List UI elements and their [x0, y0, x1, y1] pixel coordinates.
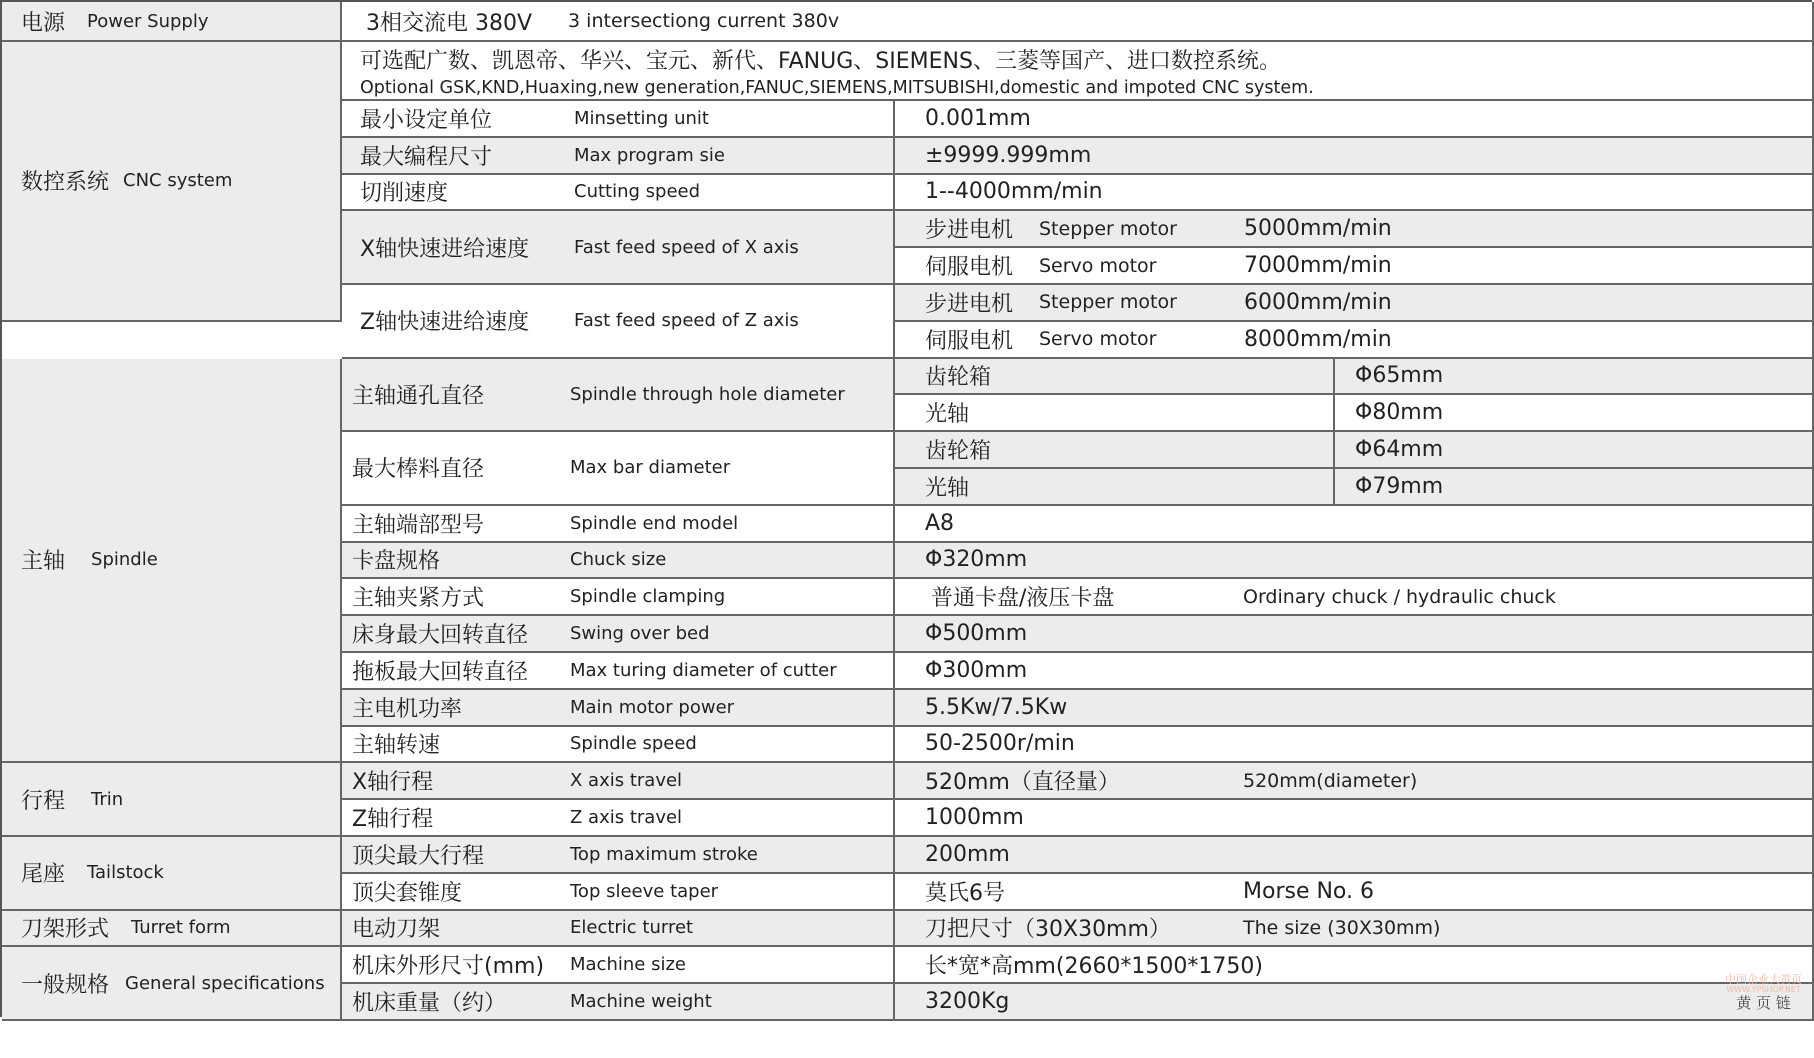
spindle-speed-en: Spindle speed: [570, 733, 697, 755]
bar-gear-value-cell: [1335, 432, 1814, 469]
tailstock-label-zh: 尾座: [21, 862, 66, 888]
z-stepper-value: 6000mm/min: [1244, 289, 1392, 315]
z-travel-zh: Z轴行程: [352, 807, 434, 833]
swing-bed-value-cell: [895, 616, 1814, 653]
machine-size-name: [342, 947, 895, 984]
x-travel-value: 520mm（直径量）: [925, 770, 1120, 796]
sleeve-taper-name: [342, 874, 895, 911]
x-travel-note: 520mm(diameter): [1243, 769, 1418, 792]
hole-shaft-label-cell: [895, 395, 1335, 432]
bar-shaft-label-cell: [895, 469, 1335, 506]
max-program-zh: 最大编程尺寸: [360, 144, 493, 170]
motor-power-name: [342, 690, 895, 727]
power-label-zh: 电源: [21, 10, 66, 36]
top-stroke-en: Top maximum stroke: [570, 843, 758, 865]
hole-shaft-value: Φ80mm: [1355, 400, 1444, 426]
x-travel-value-cell: [895, 763, 1814, 800]
travel-label-en: Trin: [91, 788, 124, 810]
swing-bed-zh: 床身最大回转直径: [352, 623, 529, 649]
watermark-line2: WWW.YPSHOP.NET: [1726, 984, 1801, 994]
cnc-label-en: CNC system: [123, 170, 233, 192]
cutting-speed-zh: 切削速度: [360, 181, 449, 207]
spindle-end-value-cell: [895, 506, 1814, 543]
general-label-zh: 一般规格: [21, 972, 110, 998]
min-unit-value-cell: [895, 101, 1814, 138]
cutting-speed-value: 1--4000mm/min: [925, 179, 1103, 205]
x-servo-en: Servo motor: [1039, 254, 1157, 277]
machine-weight-name: [342, 984, 895, 1021]
hole-diameter-en: Spindle through hole diameter: [570, 383, 845, 405]
x-travel-en: X axis travel: [570, 770, 683, 792]
watermark-line1: 中国企业大黄页: [1725, 972, 1802, 986]
swing-bed-value: Φ500mm: [925, 621, 1028, 647]
top-stroke-value: 200mm: [925, 841, 1010, 867]
top-stroke-value-cell: [895, 837, 1814, 874]
cutting-speed-en: Cutting speed: [574, 181, 701, 203]
z-servo-cell: [895, 322, 1814, 359]
machine-weight-zh: 机床重量（约）: [352, 991, 507, 1017]
z-travel-name: [342, 800, 895, 837]
machine-weight-value: 3200Kg: [925, 989, 1010, 1015]
watermark-logo: [1725, 974, 1802, 1011]
sleeve-taper-value: 莫氏6号: [925, 880, 1005, 906]
clamping-value-cell: [895, 579, 1814, 616]
hole-gear-value-cell: [1335, 359, 1814, 396]
turret-label-en: Turret form: [131, 917, 231, 939]
table-bottom-spacer: [2, 1021, 1814, 1058]
power-value: 3相交流电 380V: [366, 10, 533, 36]
watermark-line3: 黄 页 链: [1736, 993, 1791, 1012]
cnc-category: [2, 42, 342, 322]
spindle-speed-value-cell: [895, 727, 1814, 764]
spindle-end-name: [342, 506, 895, 543]
min-unit-name: [342, 101, 895, 138]
bar-gear-value: Φ64mm: [1355, 437, 1444, 463]
spindle-label-en: Spindle: [91, 549, 158, 571]
hole-gear-label: 齿轮箱: [925, 365, 992, 391]
cutter-diameter-value-cell: [895, 653, 1814, 690]
hole-shaft-value-cell: [1335, 395, 1814, 432]
hole-shaft-label: 光轴: [925, 402, 970, 428]
hole-diameter-name: [342, 359, 895, 433]
turret-value: 刀把尺寸（30X30mm）: [925, 917, 1171, 943]
sleeve-taper-note: Morse No. 6: [1243, 878, 1374, 904]
motor-power-value-cell: [895, 690, 1814, 727]
tailstock-label-en: Tailstock: [87, 862, 164, 884]
bar-gear-label: 齿轮箱: [925, 439, 992, 465]
general-category: [2, 947, 342, 1021]
z-fast-feed-en: Fast feed speed of Z axis: [574, 310, 799, 332]
z-servo-en: Servo motor: [1039, 328, 1157, 351]
clamping-value-zh: 普通卡盘/液压卡盘: [931, 586, 1115, 612]
chuck-size-value: Φ320mm: [925, 547, 1028, 573]
spindle-end-value: A8: [925, 510, 955, 536]
x-travel-zh: X轴行程: [352, 770, 434, 796]
x-fast-feed-zh: X轴快速进给速度: [360, 236, 530, 262]
z-travel-value-cell: [895, 800, 1814, 837]
z-stepper-zh: 步进电机: [925, 291, 1014, 317]
power-value-cell: [342, 2, 1814, 42]
travel-label-zh: 行程: [21, 788, 66, 814]
bar-gear-label-cell: [895, 432, 1335, 469]
machine-size-value: 长*宽*高mm(2660*1500*1750): [925, 954, 1263, 980]
hole-diameter-zh: 主轴通孔直径: [352, 383, 485, 409]
power-category: [2, 2, 342, 42]
spindle-end-en: Spindle end model: [570, 512, 739, 534]
top-stroke-name: [342, 837, 895, 874]
max-program-name: [342, 138, 895, 175]
cnc-label-zh: 数控系统: [21, 170, 110, 196]
turret-note: The size (30X30mm): [1243, 916, 1441, 939]
cnc-options-cell: [342, 42, 1814, 101]
min-unit-value: 0.001mm: [925, 105, 1031, 131]
clamping-value-en: Ordinary chuck / hydraulic chuck: [1243, 585, 1556, 608]
clamping-name: [342, 579, 895, 616]
bar-shaft-value-cell: [1335, 469, 1814, 506]
power-note: 3 intersectiong current 380v: [568, 10, 840, 32]
turret-value-cell: [895, 911, 1814, 948]
top-stroke-zh: 顶尖最大行程: [352, 843, 485, 869]
x-fast-feed-en: Fast feed speed of X axis: [574, 236, 799, 258]
hole-gear-value: Φ65mm: [1355, 363, 1444, 389]
x-servo-value: 7000mm/min: [1244, 253, 1392, 279]
max-program-value: ±9999.999mm: [925, 142, 1092, 168]
travel-category: [2, 763, 342, 837]
sleeve-taper-zh: 顶尖套锥度: [352, 880, 463, 906]
cutting-speed-value-cell: [895, 175, 1814, 212]
cnc-options-zh: 可选配广数、凯恩帝、华兴、宝元、新代、FANUG、SIEMENS、三菱等国产、进口数控系统。: [360, 48, 1281, 74]
turret-label-zh: 刀架形式: [21, 917, 110, 943]
turret-category: [2, 911, 342, 948]
sleeve-taper-en: Top sleeve taper: [570, 880, 719, 902]
machine-size-en: Machine size: [570, 954, 686, 976]
spindle-speed-zh: 主轴转速: [352, 733, 441, 759]
min-unit-en: Minsetting unit: [574, 107, 709, 129]
cnc-options-en: Optional GSK,KND,Huaxing,new generation,FANUC,SIEMENS,MITSUBISHI,domestic and impoted CNC system.: [360, 77, 1314, 98]
cutter-diameter-en: Max turing diameter of cutter: [570, 659, 837, 681]
hole-gear-label-cell: [895, 359, 1335, 396]
bar-shaft-value: Φ79mm: [1355, 473, 1444, 499]
spindle-speed-name: [342, 727, 895, 764]
clamping-en: Spindle clamping: [570, 586, 726, 608]
spindle-speed-value: 50-2500r/min: [925, 731, 1075, 757]
motor-power-en: Main motor power: [570, 696, 735, 718]
chuck-size-zh: 卡盘规格: [352, 549, 441, 575]
z-servo-value: 8000mm/min: [1244, 326, 1392, 352]
x-travel-name: [342, 763, 895, 800]
z-stepper-en: Stepper motor: [1039, 291, 1177, 314]
spindle-end-zh: 主轴端部型号: [352, 512, 485, 538]
cutter-diameter-value: Φ300mm: [925, 657, 1028, 683]
machine-weight-value-cell: [895, 984, 1814, 1021]
z-fast-feed-name: [342, 285, 895, 359]
bar-diameter-en: Max bar diameter: [570, 457, 731, 479]
max-program-en: Max program sie: [574, 144, 725, 166]
chuck-size-value-cell: [895, 543, 1814, 580]
x-fast-feed-name: [342, 211, 895, 285]
bar-shaft-label: 光轴: [925, 475, 970, 501]
general-label-en: General specifications: [125, 972, 325, 994]
electric-turret-zh: 电动刀架: [352, 917, 441, 943]
sleeve-taper-value-cell: [895, 874, 1814, 911]
cutter-diameter-name: [342, 653, 895, 690]
x-servo-cell: [895, 248, 1814, 285]
z-servo-zh: 伺服电机: [925, 328, 1014, 354]
power-label-en: Power Supply: [87, 10, 209, 32]
max-program-value-cell: [895, 138, 1814, 175]
motor-power-value: 5.5Kw/7.5Kw: [925, 694, 1068, 720]
swing-bed-en: Swing over bed: [570, 623, 710, 645]
chuck-size-en: Chuck size: [570, 549, 667, 571]
bar-diameter-name: [342, 432, 895, 506]
z-stepper-cell: [895, 285, 1814, 322]
chuck-size-name: [342, 543, 895, 580]
z-travel-en: Z axis travel: [570, 807, 683, 829]
z-travel-value: 1000mm: [925, 805, 1024, 831]
machine-size-zh: 机床外形尺寸(mm): [352, 954, 545, 980]
spindle-category: [2, 359, 342, 764]
x-stepper-cell: [895, 211, 1814, 248]
cutter-diameter-zh: 拖板最大回转直径: [352, 659, 529, 685]
spindle-label-zh: 主轴: [21, 549, 66, 575]
x-stepper-zh: 步进电机: [925, 218, 1014, 244]
bar-diameter-zh: 最大棒料直径: [352, 457, 485, 483]
min-unit-zh: 最小设定单位: [360, 107, 493, 133]
machine-size-value-cell: [895, 947, 1814, 984]
clamping-zh: 主轴夹紧方式: [352, 586, 485, 612]
z-fast-feed-zh: Z轴快速进给速度: [360, 310, 530, 336]
electric-turret-en: Electric turret: [570, 917, 694, 939]
swing-bed-name: [342, 616, 895, 653]
motor-power-zh: 主电机功率: [352, 696, 463, 722]
x-servo-zh: 伺服电机: [925, 255, 1014, 281]
electric-turret-name: [342, 911, 895, 948]
tailstock-category: [2, 837, 342, 911]
x-stepper-value: 5000mm/min: [1244, 216, 1392, 242]
cutting-speed-name: [342, 175, 895, 212]
x-stepper-en: Stepper motor: [1039, 217, 1177, 240]
machine-weight-en: Machine weight: [570, 991, 712, 1013]
